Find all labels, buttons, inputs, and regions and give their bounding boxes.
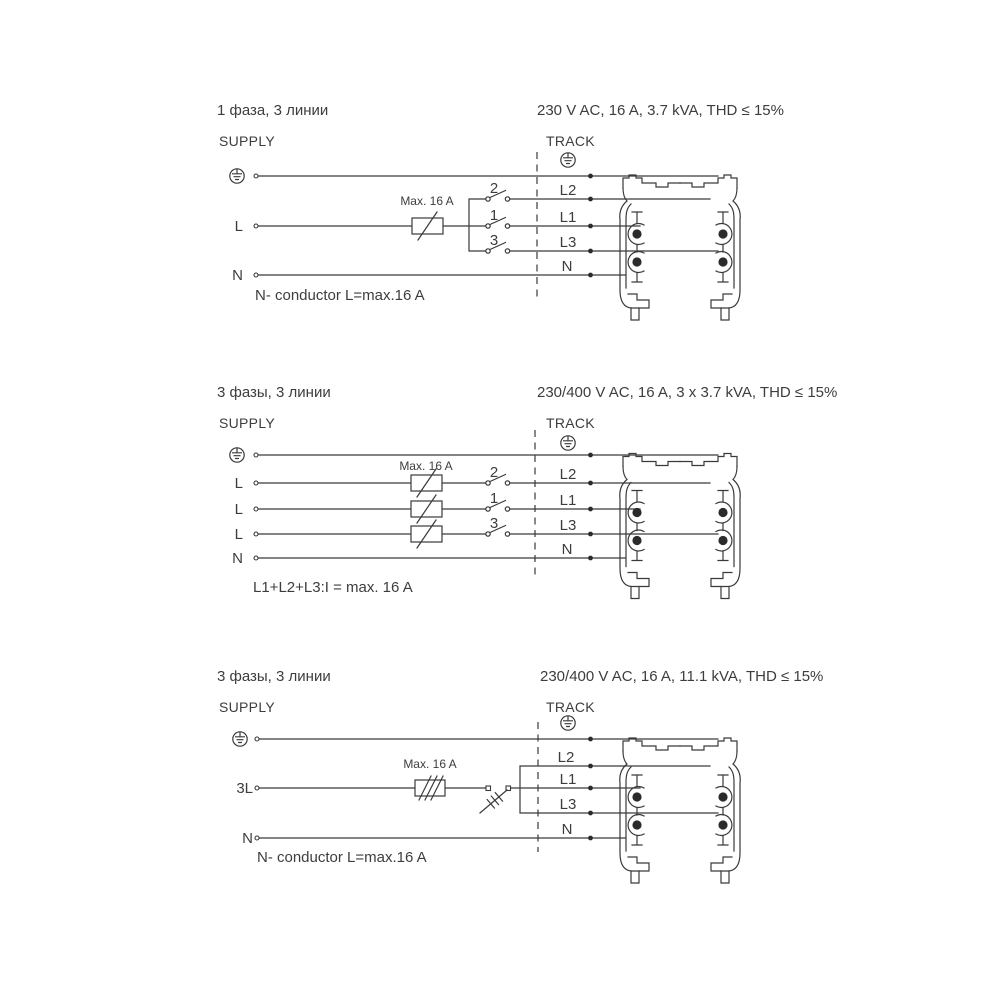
earth-icon [230, 448, 244, 462]
diagram-3-track-label: TRACK [546, 699, 595, 715]
terminal-neutral [255, 836, 259, 840]
diagram-3-note: N- conductor L=max.16 A [257, 849, 427, 866]
terminal-earth [254, 174, 258, 178]
track-terminal-label: L2 [559, 182, 577, 199]
diagram-3-title: 3 фазы, 3 линии [217, 668, 331, 685]
neutral-label: N [232, 550, 243, 567]
terminal-earth [254, 453, 258, 457]
earth-icon [561, 436, 575, 450]
neutral-label: N [232, 267, 243, 284]
phase-label: L [234, 218, 243, 235]
diagram-2-title: 3 фазы, 3 линии [217, 384, 331, 401]
fuse-rating-label: Max. 16 A [400, 194, 454, 208]
phase-label: L [234, 475, 243, 492]
connection-dots [588, 453, 593, 561]
diagram-1-title: 1 фаза, 3 линии [217, 102, 329, 119]
fuse-rating-label: Max. 16 A [403, 757, 457, 771]
track-terminal-label: N [561, 258, 573, 275]
diagram-2-spec: 230/400 V AC, 16 A, 3 x 3.7 kVA, THD ≤ 15% [537, 384, 838, 401]
switch-number: 3 [489, 515, 499, 532]
phase-label: 3L [236, 780, 253, 797]
diagram-2-three-phase [217, 384, 837, 599]
fuse-rating-label: Max. 16 A [399, 459, 453, 473]
terminal-phase [254, 507, 258, 511]
track-terminal-label: L1 [559, 209, 577, 226]
switch-number: 3 [489, 232, 499, 249]
diagram-1-track-label: TRACK [546, 133, 595, 149]
switch-number: 2 [489, 180, 499, 197]
earth-icon [561, 153, 575, 167]
phase-label: L [234, 501, 243, 518]
diagram-3-spec: 230/400 V AC, 16 A, 11.1 kVA, THD ≤ 15% [540, 668, 824, 685]
terminal-phase [255, 786, 259, 790]
track-terminal-label: L3 [559, 796, 577, 813]
track-terminal-label: L1 [559, 771, 577, 788]
terminal-neutral [254, 556, 258, 560]
track-cross-section [620, 738, 740, 883]
track-cross-section [620, 454, 740, 599]
three-pole-switch-icon [480, 786, 511, 813]
switch-number: 1 [489, 490, 499, 507]
diagram-1-note: N- conductor L=max.16 A [255, 287, 425, 304]
track-cross-section [620, 175, 740, 320]
diagram-1-supply-label: SUPPLY [219, 133, 276, 149]
track-terminal-label: L1 [559, 492, 577, 509]
diagram-2-wires [258, 430, 718, 577]
diagram-2-track-label: TRACK [546, 415, 595, 431]
earth-icon [561, 716, 575, 730]
phase-label: L [234, 526, 243, 543]
neutral-label: N [242, 830, 253, 847]
earth-icon [230, 169, 244, 183]
switch-number: 2 [489, 464, 499, 481]
track-terminal-label: L3 [559, 234, 577, 251]
earth-icon [233, 732, 247, 746]
switch-number: 1 [489, 207, 499, 224]
terminal-neutral [254, 273, 258, 277]
track-terminal-label: L2 [557, 749, 575, 766]
fuse-icon [411, 520, 442, 548]
wire-distribution-bracket [520, 766, 718, 813]
fuse-icon [411, 469, 442, 497]
diagram-1-single-phase [217, 102, 784, 320]
terminal-phase [254, 532, 258, 536]
diagram-2-note: L1+L2+L3:I = max. 16 A [253, 579, 413, 596]
terminal-phase [254, 481, 258, 485]
diagram-2-supply-label: SUPPLY [219, 415, 276, 431]
fuse-icon [412, 212, 443, 240]
diagram-1-spec: 230 V AC, 16 A, 3.7 kVA, THD ≤ 15% [537, 102, 784, 119]
track-terminal-label: L3 [559, 517, 577, 534]
wire-branch [469, 199, 486, 251]
connection-dots [588, 174, 593, 278]
diagram-3-supply-label: SUPPLY [219, 699, 276, 715]
connection-dots [588, 737, 593, 841]
diagram-3-three-phase-common [217, 668, 823, 883]
track-terminal-label: L2 [559, 466, 577, 483]
fuse-icon [411, 495, 442, 523]
track-terminal-label: N [561, 821, 573, 838]
terminal-phase [254, 224, 258, 228]
track-terminal-label: N [561, 541, 573, 558]
terminal-earth [255, 737, 259, 741]
triple-fuse-icon [415, 776, 445, 800]
